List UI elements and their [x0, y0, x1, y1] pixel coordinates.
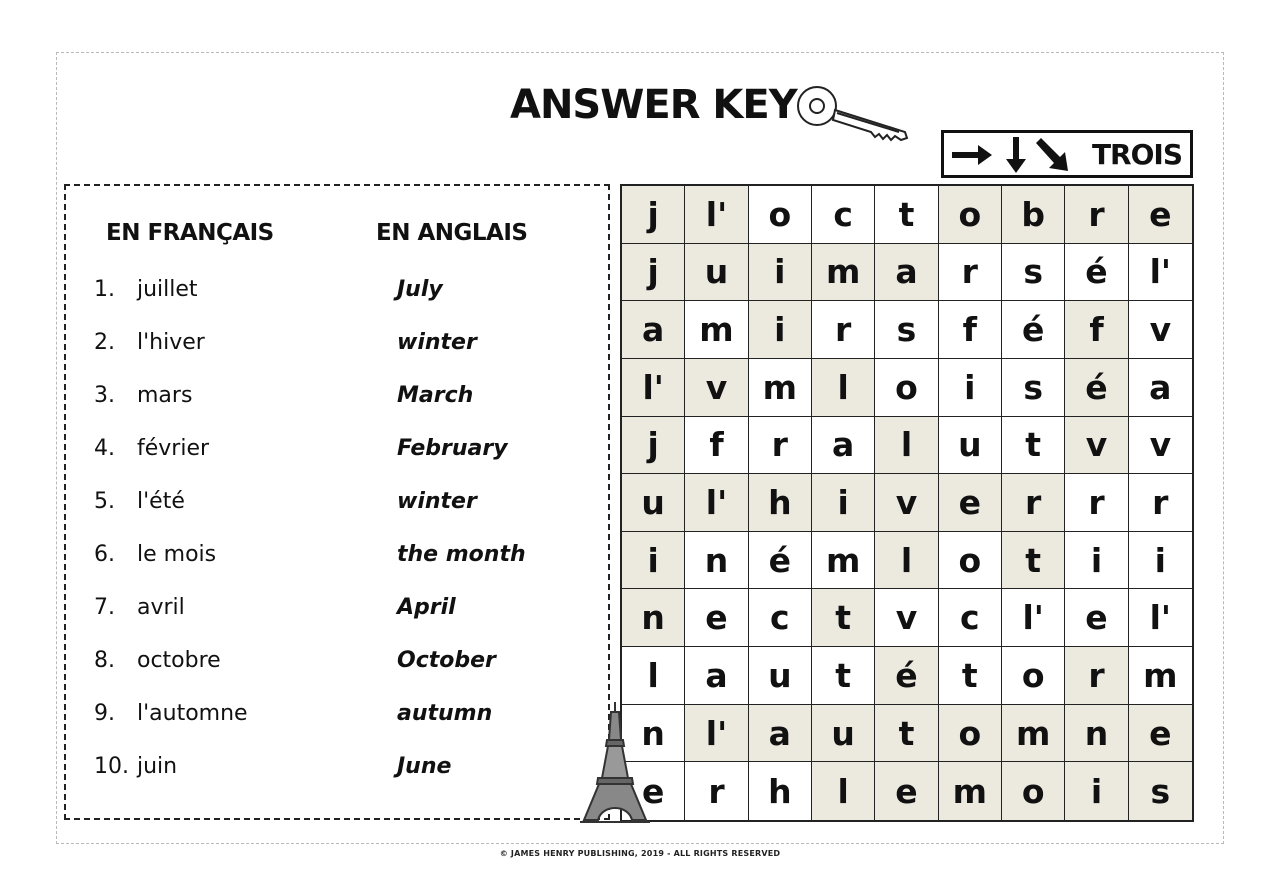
french-word: mars: [137, 383, 193, 408]
grid-cell: e: [1129, 186, 1192, 244]
grid-cell: l': [1129, 244, 1192, 302]
vocab-row: [0, 535, 600, 575]
grid-cell: j: [622, 186, 685, 244]
grid-cell: u: [685, 244, 748, 302]
vocab-number: 2.: [94, 330, 115, 355]
grid-cell: e: [1065, 589, 1128, 647]
vocab-number: 9.: [94, 701, 115, 726]
grid-cell: r: [749, 417, 812, 475]
grid-cell: é: [1002, 301, 1065, 359]
direction-arrows: [950, 137, 1090, 173]
grid-cell: é: [875, 647, 938, 705]
vocab-row: [0, 270, 600, 310]
vocab-row: [0, 588, 600, 628]
french-word: l'automne: [137, 701, 248, 726]
grid-cell: i: [622, 532, 685, 590]
grid-cell: c: [812, 186, 875, 244]
grid-cell: s: [1002, 244, 1065, 302]
grid-cell: m: [749, 359, 812, 417]
vocab-row: [0, 376, 600, 416]
grid-cell: l': [1129, 589, 1192, 647]
grid-cell: r: [1065, 186, 1128, 244]
grid-cell: e: [685, 589, 748, 647]
grid-cell: m: [812, 244, 875, 302]
grid-cell: u: [812, 705, 875, 763]
english-word: June: [397, 754, 452, 779]
vocab-number: 7.: [94, 595, 115, 620]
grid-cell: r: [939, 244, 1002, 302]
grid-cell: l: [875, 417, 938, 475]
vocab-number: 6.: [94, 542, 115, 567]
difficulty-label: TROIS: [1091, 138, 1182, 171]
grid-cell: o: [939, 705, 1002, 763]
key-icon: [795, 80, 915, 150]
vocab-row: [0, 482, 600, 522]
grid-cell: l': [685, 474, 748, 532]
french-word: le mois: [137, 542, 217, 567]
grid-cell: s: [1002, 359, 1065, 417]
english-word: autumn: [397, 701, 493, 726]
vocab-row: [0, 323, 600, 363]
grid-cell: t: [1002, 417, 1065, 475]
french-word: juin: [137, 754, 178, 779]
english-word: April: [397, 595, 456, 620]
grid-cell: v: [875, 474, 938, 532]
french-column-header: EN FRANÇAIS: [106, 220, 274, 246]
grid-cell: o: [1002, 647, 1065, 705]
grid-cell: h: [749, 474, 812, 532]
grid-cell: o: [749, 186, 812, 244]
grid-cell: t: [812, 589, 875, 647]
word-search-grid: [620, 184, 1194, 822]
grid-cell: e: [875, 762, 938, 820]
grid-cell: s: [1129, 762, 1192, 820]
right-arrow-icon: [952, 145, 992, 165]
grid-cell: l': [685, 705, 748, 763]
french-word: l'été: [137, 489, 185, 514]
grid-cell: e: [622, 762, 685, 820]
grid-cell: i: [1129, 532, 1192, 590]
english-word: July: [397, 277, 443, 302]
french-word: l'hiver: [137, 330, 205, 355]
grid-cell: u: [749, 647, 812, 705]
english-column-header: EN ANGLAIS: [376, 220, 528, 246]
down-arrow-icon: [1006, 137, 1026, 173]
english-word: March: [397, 383, 474, 408]
grid-cell: m: [1129, 647, 1192, 705]
grid-cell: v: [1129, 301, 1192, 359]
grid-cell: o: [939, 186, 1002, 244]
grid-cell: f: [685, 417, 748, 475]
grid-cell: v: [1065, 417, 1128, 475]
vocab-number: 4.: [94, 436, 115, 461]
grid-cell: é: [749, 532, 812, 590]
grid-cell: i: [939, 359, 1002, 417]
grid-cell: l': [1002, 589, 1065, 647]
french-word: octobre: [137, 648, 221, 673]
grid-cell: t: [812, 647, 875, 705]
grid-cell: c: [749, 589, 812, 647]
grid-cell: u: [622, 474, 685, 532]
grid-cell: r: [1002, 474, 1065, 532]
french-word: février: [137, 436, 210, 461]
grid-cell: t: [875, 705, 938, 763]
grid-cell: l': [685, 186, 748, 244]
grid-cell: é: [1065, 244, 1128, 302]
grid-cell: o: [875, 359, 938, 417]
grid-cell: i: [812, 474, 875, 532]
grid-cell: u: [939, 417, 1002, 475]
french-word: juillet: [137, 277, 198, 302]
english-word: the month: [397, 542, 526, 567]
grid-cell: n: [622, 589, 685, 647]
grid-cell: t: [939, 647, 1002, 705]
grid-cell: l: [622, 647, 685, 705]
english-word: winter: [397, 330, 477, 355]
grid-cell: o: [1002, 762, 1065, 820]
grid-cell: i: [1065, 762, 1128, 820]
grid-cell: a: [622, 301, 685, 359]
vocab-row: [0, 694, 600, 734]
directions-box: [941, 130, 1193, 178]
grid-cell: h: [749, 762, 812, 820]
grid-cell: a: [685, 647, 748, 705]
grid-cell: n: [622, 705, 685, 763]
grid-cell: f: [1065, 301, 1128, 359]
grid-cell: r: [812, 301, 875, 359]
vocab-number: 3.: [94, 383, 115, 408]
copyright-footer: © JAMES HENRY PUBLISHING, 2019 - ALL RIGHTS RESERVED: [499, 849, 781, 858]
vocab-row: [0, 641, 600, 681]
grid-cell: m: [812, 532, 875, 590]
grid-cell: a: [1129, 359, 1192, 417]
grid-cell: t: [1002, 532, 1065, 590]
vocab-number: 10.: [94, 754, 129, 779]
grid-cell: a: [812, 417, 875, 475]
grid-cell: c: [939, 589, 1002, 647]
grid-cell: a: [875, 244, 938, 302]
grid-cell: t: [875, 186, 938, 244]
grid-cell: f: [939, 301, 1002, 359]
grid-cell: v: [875, 589, 938, 647]
vocab-number: 1.: [94, 277, 115, 302]
english-word: February: [397, 436, 508, 461]
grid-cell: r: [1065, 474, 1128, 532]
grid-cell: r: [1129, 474, 1192, 532]
grid-cell: e: [939, 474, 1002, 532]
grid-cell: j: [622, 417, 685, 475]
vocab-row: [0, 747, 600, 787]
grid-cell: i: [749, 301, 812, 359]
english-word: October: [397, 648, 496, 673]
vocab-row: [0, 429, 600, 469]
grid-cell: e: [1129, 705, 1192, 763]
grid-cell: a: [749, 705, 812, 763]
grid-cell: l: [812, 359, 875, 417]
grid-cell: l': [622, 359, 685, 417]
grid-cell: j: [622, 244, 685, 302]
grid-cell: r: [685, 762, 748, 820]
diagonal-down-right-arrow-icon: [1036, 138, 1068, 171]
grid-cell: i: [1065, 532, 1128, 590]
english-word: winter: [397, 489, 477, 514]
grid-cell: r: [1065, 647, 1128, 705]
grid-cell: n: [685, 532, 748, 590]
grid-cell: m: [939, 762, 1002, 820]
grid-cell: n: [1065, 705, 1128, 763]
page-title: ANSWER KEY: [510, 82, 797, 128]
eiffel-tower-icon: [580, 700, 650, 824]
grid-cell: é: [1065, 359, 1128, 417]
vocab-number: 8.: [94, 648, 115, 673]
grid-cell: v: [1129, 417, 1192, 475]
grid-cell: i: [749, 244, 812, 302]
vocab-number: 5.: [94, 489, 115, 514]
grid-cell: l: [875, 532, 938, 590]
grid-cell: l: [812, 762, 875, 820]
grid-cell: m: [685, 301, 748, 359]
grid-cell: o: [939, 532, 1002, 590]
grid-cell: v: [685, 359, 748, 417]
grid-cell: m: [1002, 705, 1065, 763]
grid-cell: s: [875, 301, 938, 359]
french-word: avril: [137, 595, 185, 620]
grid-cell: b: [1002, 186, 1065, 244]
